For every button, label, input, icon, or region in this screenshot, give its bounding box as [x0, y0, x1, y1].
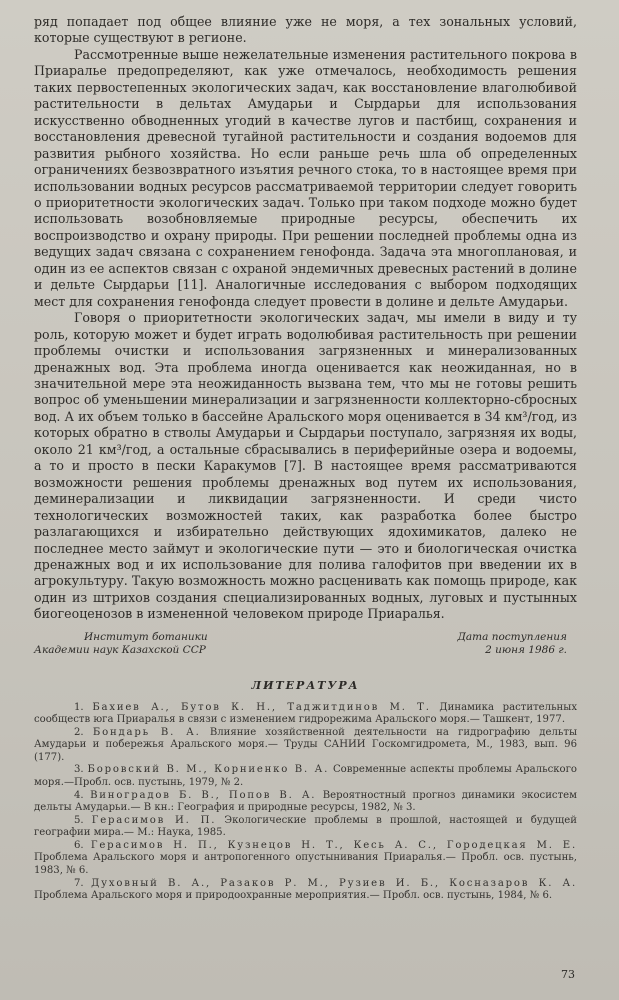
received-block [457, 631, 577, 657]
reference-text: Влияние хозяйственной деятельности на гидрографию дельты Амударьи и побережья Аральского моря.— Труды САНИИ Госкомгидромета, М., 1983, вып. 96 (177). [34, 726, 577, 763]
reference-item [34, 815, 577, 840]
reference-list [34, 702, 577, 903]
reference-number: 3. [74, 764, 84, 776]
reference-number: 6. [74, 840, 84, 852]
reference-authors: Герасимов Н. П., Кузнецов Н. Т., Кесь А. С., Городецкая М. Е. [90, 840, 577, 852]
article-signature [34, 631, 577, 657]
literature-heading: ЛИТЕРАТУРА [251, 678, 360, 692]
reference-text: Современные аспекты проблемы Аральского моря.—Пробл. осв. пустынь, 1979, № 2. [34, 764, 577, 788]
reference-item [34, 727, 577, 764]
reference-authors: Бондарь В. А. [92, 726, 201, 738]
institute-block [34, 631, 208, 657]
paragraph-2: Рассмотренные выше нежелательные изменения растительного покрова в Приаралье предопределяют, как уже отмечалось, необходимость решения таких первостепенных экологических задач, как восстановление влаголюбивой растительности в дельтах Амударьи и Сырдарьи для использования искусственно обводненных угодий в качестве лугов и пастбищ, сохранения и восстановления древесной тугайной растительности и создания водоемов для развития рыбного хозяйства. Но если раньше речь шла об определенных ограничениях безвозвратного изъятия речного стока, то в настоящее время при использовании водных ресурсов рассматриваемой территории следует говорить о приоритетности экологических задач. Только при таком подходе можно будет использовать возобновляемые природные ресурсы, обеспечить их воспроизводство и охрану природы. При решении последней проблемы одна из ведущих задач связана с сохранением генофонда. Задача эта многоплановая, и один из ее аспектов связан с охраной эндемичных древесных растений в долине и дельте Сырдарьи [11]. Аналогичные исследования с выбором подходящих мест для сохранения генофонда следует провести в долине и дельте Амударьи. [34, 46, 577, 309]
received-date: 2 июня 1986 г. [485, 643, 567, 656]
received-label: Дата поступления [457, 630, 567, 643]
reference-number: 2. [74, 726, 84, 738]
reference-authors: Виноградов Б. В., Попов В. А. [90, 789, 317, 801]
reference-authors: Боровский В. М., Корниенко В. А. [87, 764, 330, 776]
reference-number: 5. [74, 814, 84, 826]
paragraph-3: Говоря о приоритетности экологических задач, мы имели в виду и ту роль, которую может и будет играть водолюбивая растительность при решении проблемы очистки и использования загрязненных и минерализованных дренажных вод. Эта проблема иногда оценивается как неожиданная, но в значительной мере эта неожиданность вызвана тем, что мы не готовы решить вопрос об уменьшении минерализации и загрязненности коллекторно-сбросных вод. А их объем только в бассейне Аральского моря оценивается в 34 км³/год, из которых обратно в стволы Амударьи и Сырдарьи поступало, загрязняя их воды, около 21 км³/год, а остальные сбрасывались в периферийные озера и водоемы, а то и просто в пески Каракумов [7]. В настоящее время рассматриваются возможности решения проблемы дренажных вод путем их использования, деминерализации и ликвидации загрязненности. И среди чисто технологических возможностей таких, как разработка более быстро разлагающихся и избирательно действующих ядохимикатов, далеко не последнее место займут и экологические пути — это и биологическая очистка дренажных вод и их использование для полива галофитов при введении их в агрокультуру. Такую возможность можно расценивать как помощь природе, как один из штрихов создания специализированных водных, луговых и пустынных биогеоценозов в измененной человеком природе Приаралья. [34, 310, 577, 622]
reference-authors: Духовный В. А., Разаков Р. М., Рузиев И. Б., Косназаров К. А. [91, 877, 577, 889]
paragraph-1: ряд попадает под общее влияние уже не моря, а тех зональных условий, которые существуют в регионе. [34, 14, 577, 46]
reference-text: Проблема Аральского моря и природоохранные мероприятия.— Пробл. осв. пустынь, 1984, № 6. [34, 889, 553, 901]
reference-item [34, 840, 577, 877]
reference-text: Экологические проблемы в прошлой, настоящей и будущей географии мира.— М.: Наука, 1985. [34, 814, 577, 839]
reference-authors: Герасимов И. П. [91, 814, 217, 826]
reference-item [34, 790, 577, 815]
reference-number: 7. [74, 877, 84, 889]
reference-authors: Бахиев А., Бутов К. Н., Таджитдинов М. Т. [92, 701, 431, 713]
reference-item [34, 878, 577, 903]
page-number: 73 [561, 968, 575, 981]
institute-line-1: Институт ботаники [84, 630, 208, 643]
reference-item [34, 702, 577, 727]
reference-item [34, 764, 577, 789]
reference-text: Динамика растительных сообществ юга Приаралья в связи с изменением гидрорежима Аральского моря.— Ташкент, 1977. [34, 701, 578, 726]
reference-number: 1. [74, 701, 84, 713]
article-body [34, 14, 577, 623]
reference-number: 4. [74, 789, 84, 801]
reference-text: Вероятностный прогноз динамики экосистем дельты Амударьи.— В кн.: География и природные ресурсы, 1982, № 3. [34, 789, 577, 814]
reference-text: Проблема Аральского моря и антропогенного опустынивания Приаралья.— Пробл. осв. пустынь, 1983, № 6. [34, 852, 577, 876]
institute-line-2: Академии наук Казахской ССР [34, 643, 206, 656]
